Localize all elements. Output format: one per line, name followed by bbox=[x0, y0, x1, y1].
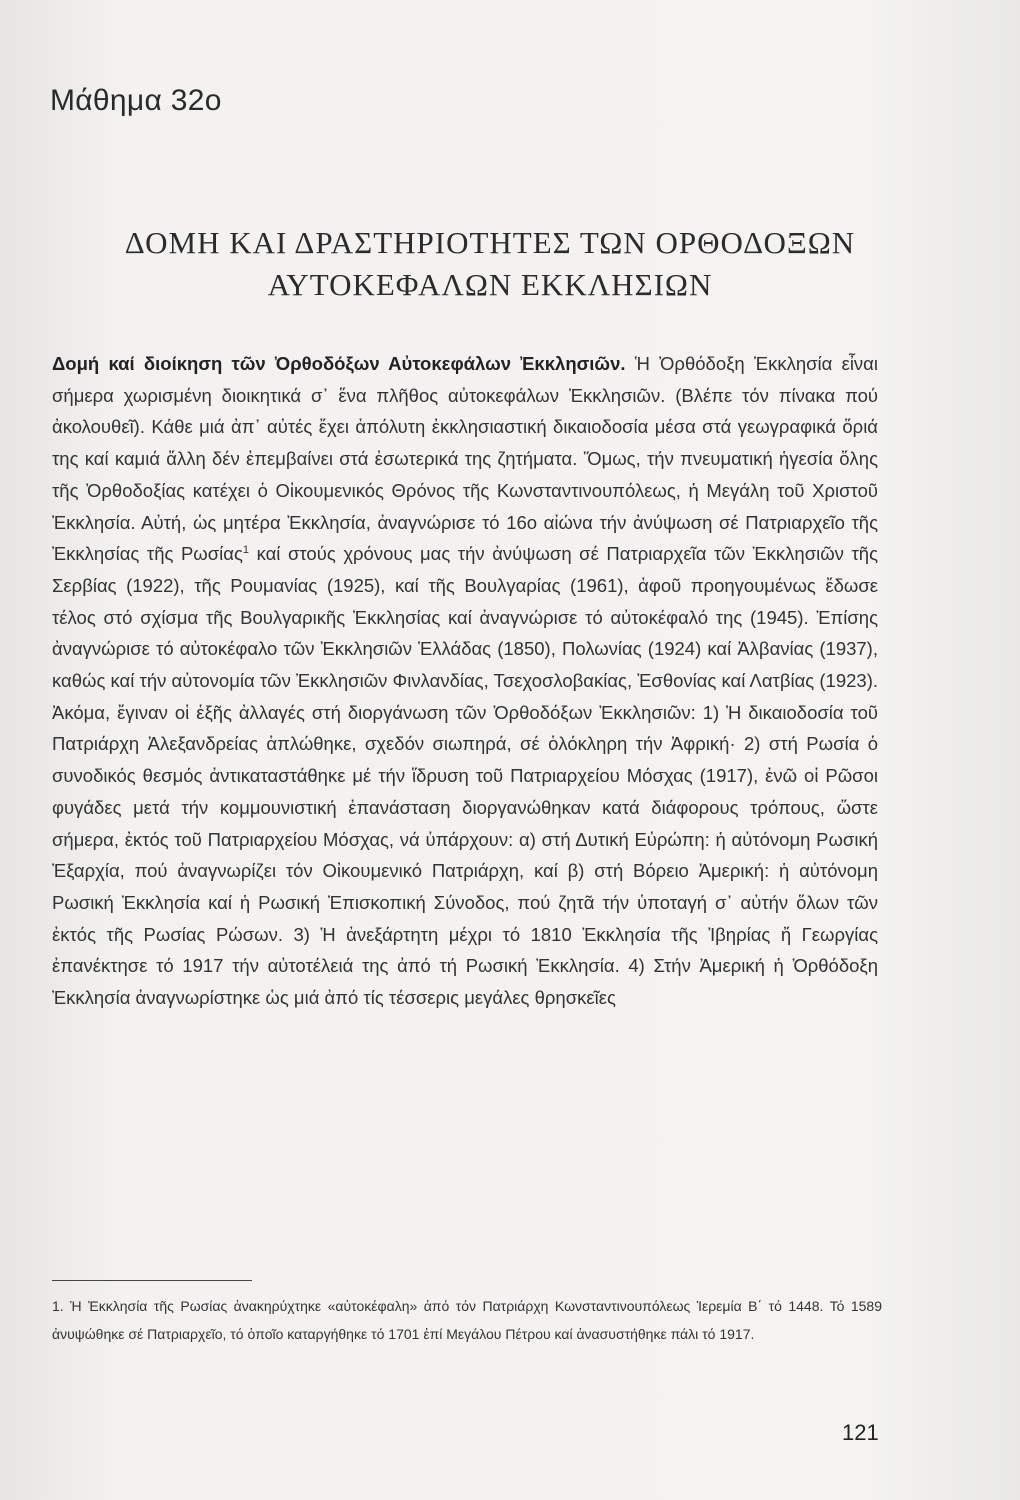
chapter-title-line-2: ΑΥΤΟΚΕΦΑΛΩΝ ΕΚΚΛΗΣΙΩΝ bbox=[267, 267, 713, 302]
footnote-divider bbox=[52, 1280, 252, 1281]
paragraph-text-part-1: Ἡ Ὀρθόδοξη Ἐκκλησία εἶναι σήμερα χωρισμένη διοικητικά σ᾿ ἕνα πλῆθος αὐτοκεφάλων Ἐκκλησιῶν. (Βλέπε τόν πίνακα πού ἀκολουθεῖ). Κάθε μιά ἀπ᾿ αὐτές ἔχει ἀπόλυτη ἐκκλησιαστική δικαιοδοσία μέσα στά γεωγραφικά ὅριά της καί καμιά ἄλλη δέν ἐπεμβαίνει στά ἐσωτερικά της ζητήματα. Ὅμως, τήν πνευματική ἡγεσία ὅλης τῆς Ὀρθοδοξίας κατέχει ὁ Οἰκουμενικός Θρόνος τῆς Κωνσταντινουπόλεως, ἡ Μεγάλη τοῦ Χριστοῦ Ἐκκλησία. Αὐτή, ὡς μητέρα Ἐκκλησία, ἀναγνώρισε τό 16ο αἰώνα τήν ἀνύψωση σέ Πατριαρχεῖο τῆς Ἐκκλησίας τῆς Ρωσίας bbox=[52, 353, 878, 565]
chapter-title bbox=[40, 222, 940, 306]
footnote-reference: 1 bbox=[242, 544, 250, 557]
page-number: 121 bbox=[842, 1420, 879, 1445]
main-paragraph bbox=[52, 348, 878, 1014]
chapter-title-line-1: ΔΟΜΗ ΚΑΙ ΔΡΑΣΤΗΡΙΟΤΗΤΕΣ ΤΩΝ ΟΡΘΟΔΟΞΩΝ bbox=[124, 225, 856, 260]
footnote: 1. Ἡ Ἐκκλησία τῆς Ρωσίας ἀνακηρύχτηκε «αὐτοκέφαλη» ἀπό τόν Πατριάρχη Κωνσταντινουπόλεως Ἱερεμία Β΄ τό 1448. Τό 1589 ἀνυψώθηκε σέ Πατριαρχεῖο, τό ὁποῖο καταργήθηκε τό 1701 ἐπί Μεγάλου Πέτρου καί ἀνασυστήθηκε πάλι τό 1917. bbox=[52, 1298, 882, 1342]
section-heading: Δομή καί διοίκηση τῶν Ὀρθοδόξων Αὐτοκεφάλων Ἐκκλησιῶν. bbox=[52, 353, 626, 374]
lesson-label: Μάθημα 32ο bbox=[50, 84, 222, 117]
paragraph-text-part-2: καί στούς χρόνους μας τήν ἀνύψωση σέ Πατριαρχεῖα τῶν Ἐκκλησιῶν τῆς Σερβίας (1922), τῆς Ρουμανίας (1925), καί τῆς Βουλγαρίας (1961), ἀφοῦ προηγουμένως ἔδωσε τέλος στό σχίσμα τῆς Βουλγαρικῆς Ἐκκλησίας καί ἀναγνώρισε τό αὐτοκέφαλό της (1945). Ἐπίσης ἀναγνώρισε τό αὐτοκέφαλο τῶν Ἐκκλησιῶν Ἑλλάδας (1850), Πολωνίας (1924) καί Ἀλβανίας (1937), καθώς καί τήν αὐτονομία τῶν Ἐκκλησιῶν Φινλανδίας, Τσεχοσλοβακίας, Ἐσθονίας καί Λατβίας (1923). Ἀκόμα, ἔγιναν οἱ ἑξῆς ἀλλαγές στή διοργάνωση τῶν Ὀρθοδόξων Ἐκκλησιῶν: 1) Ἡ δικαιοδοσία τοῦ Πατριάρχη Ἀλεξανδρείας ἁπλώθηκε, σχεδόν σιωπηρά, σέ ὁλόκληρη τήν Ἀφρική· 2) στή Ρωσία ὁ συνοδικός θεσμός ἀντικαταστάθηκε μέ τήν ἵδρυση τοῦ Πατριαρχείου Μόσχας (1917), ἐνῶ οἱ Ρῶσοι φυγάδες μετά τήν κομμουνιστική ἐπανάσταση διοργανώθηκαν κατά διάφορους τρόπους, ὥστε σήμερα, ἐκτός τοῦ Πατριαρχείου Μόσχας, νά ὑπάρχουν: α) στή Δυτική Εὐρώπη: ἡ αὐτόνομη Ρωσική Ἐξαρχία, πού ἀναγνωρίζει τόν Οἰκουμενικό Πατριάρχη, καί β) στή Βόρειο Ἀμερική: ἡ αὐτόνομη Ρωσική Ἐκκλησία καί ἡ Ρωσική Ἐπισκοπική Σύνοδος, πού ζητᾶ τήν ὑποταγή σ᾿ αὐτήν ὅλων τῶν ἐκτός τῆς Ρωσίας Ρώσων. 3) Ἡ ἀνεξάρτητη μέχρι τό 1810 Ἐκκλησία τῆς Ἰβηρίας ἤ Γεωργίας ἐπανέκτησε τό 1917 τήν αὐτοτέλειά της ἀπό τή Ρωσική Ἐκκλησία. 4) Στήν Ἀμερική ἡ Ὀρθόδοξη Ἐκκλησία ἀναγνωρίστηκε ὡς μιά ἀπό τίς τέσσερις μεγάλες θρησκεῖες bbox=[52, 543, 878, 1009]
